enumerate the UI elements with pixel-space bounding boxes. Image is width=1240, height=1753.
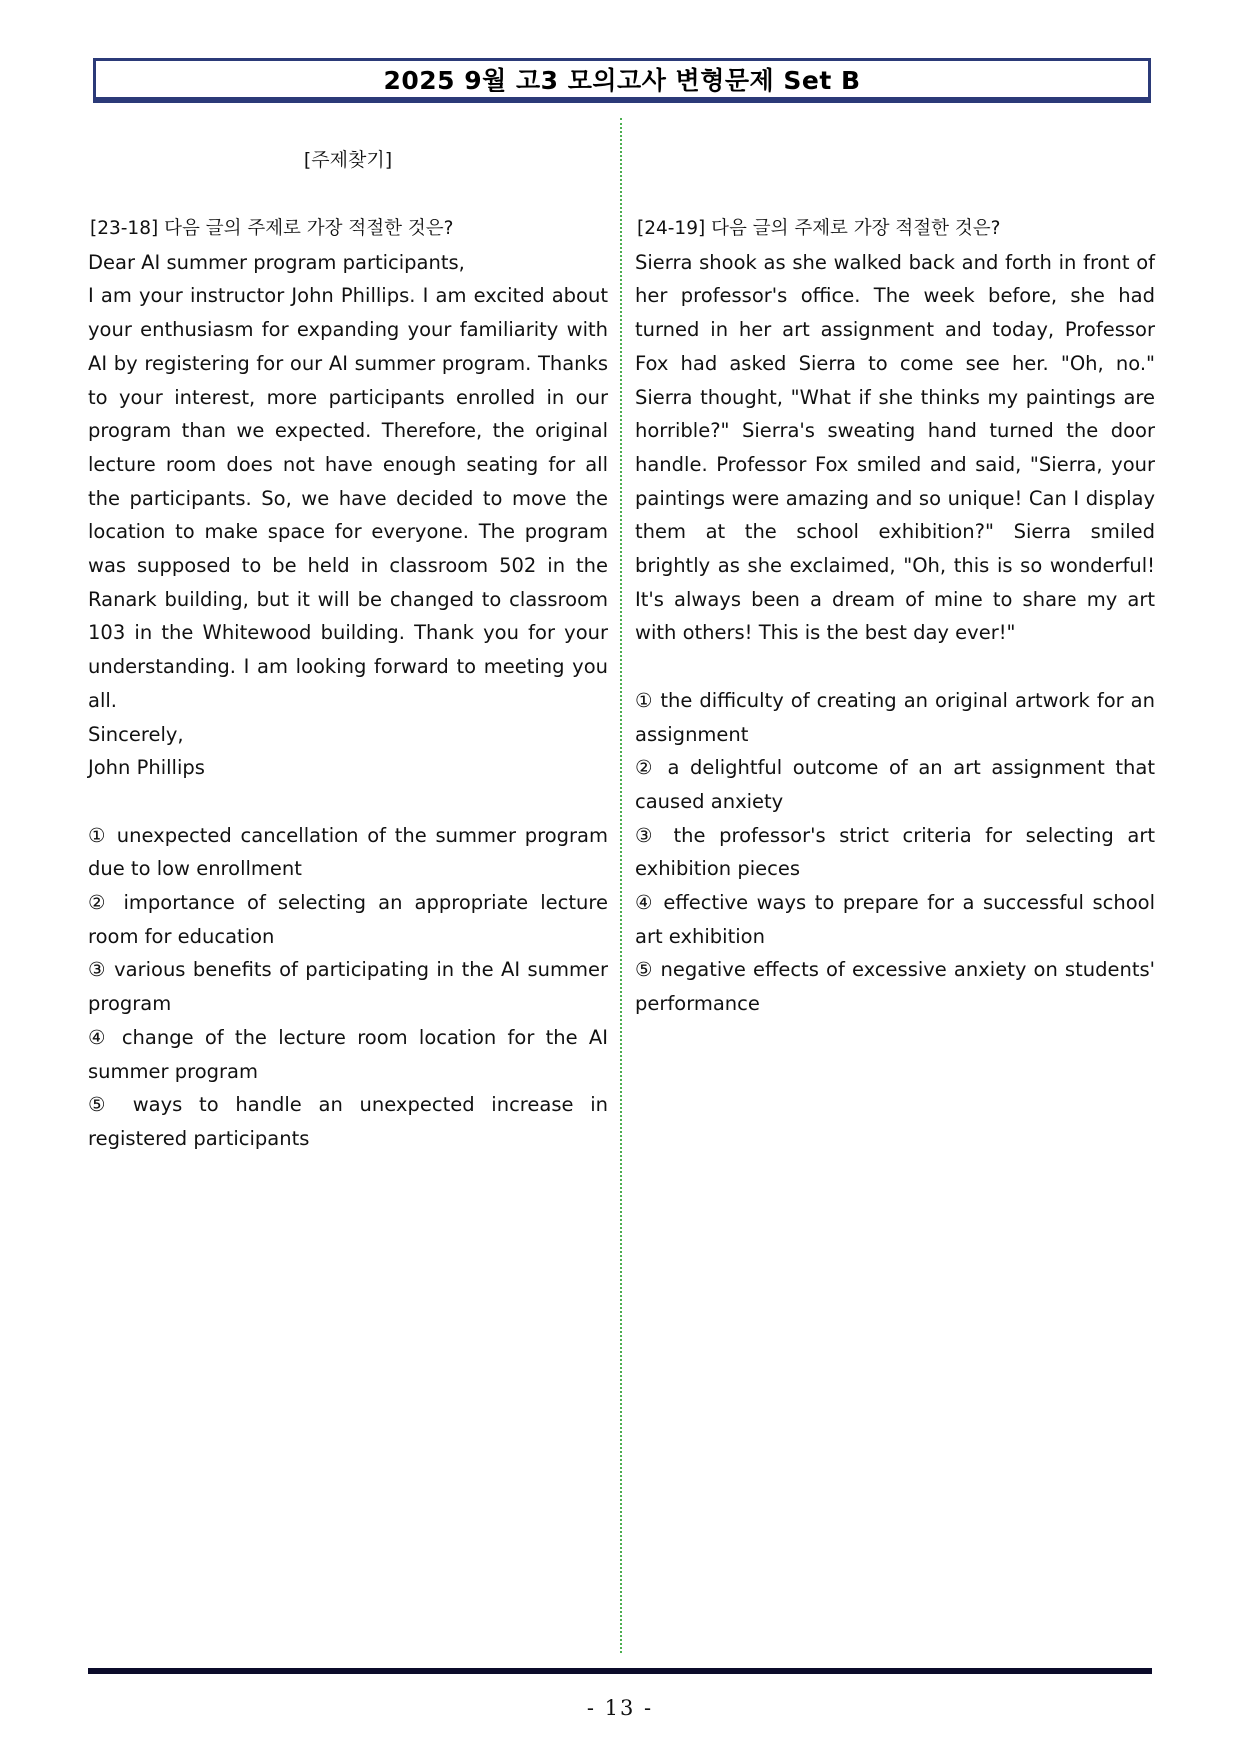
spacer: [88, 785, 608, 819]
answer-option-5: ⑤ ways to handle an unexpected increase in registered participants: [88, 1093, 608, 1150]
answer-option-2: ② importance of selecting an appropriate lecture room for education: [88, 891, 608, 948]
answer-option-4: ④ change of the lecture room location for the AI summer program: [88, 1025, 608, 1083]
column-divider: [620, 118, 622, 1653]
answer-option-1: ① unexpected cancellation of the summer program due to low enrollment: [88, 823, 608, 881]
answer-option-3: ③ various benefits of participating in the AI summer program: [88, 958, 608, 1016]
question-prompt: [23-18] 다음 글의 주제로 가장 적절한 것은?: [90, 218, 454, 239]
answer-option-3: ③ the professor's strict criteria for selecting art exhibition pieces: [635, 823, 1155, 881]
page-number: - 13 -: [586, 1696, 654, 1720]
passage-body: I am your instructor John Phillips. I am excited about your enthusiasm for expanding your familiarity with AI by registering for our AI summer program. Thanks to your interest, more participants enrolled in our program than we expected. Therefore, the original lecture room does not have enough seating for all the participants. So, we have decided to move the location to make space for everyone. The program was supposed to be held in classroom 502 in the Ranark building, but it will be changed to classroom 103 in the Whitewood building. Thank you for your understanding. I am looking forward to meeting you all.: [88, 284, 608, 712]
letter-greeting: Dear AI summer program participants,: [88, 250, 465, 274]
section-tag: [주제찾기]: [303, 149, 393, 171]
spacer: [635, 650, 1155, 684]
answer-option-2: ② a delightful outcome of an art assignment that caused anxiety: [635, 756, 1155, 813]
answer-option-4: ④ effective ways to prepare for a successful school art exhibition: [635, 891, 1155, 948]
letter-closing: Sincerely,: [88, 722, 184, 746]
page-title: 2025 9월 고3 모의고사 변형문제 Set B: [383, 66, 861, 95]
footer-rule: [88, 1668, 1152, 1674]
letter-signature: John Phillips: [88, 756, 205, 780]
question-23-18: [88, 212, 608, 1156]
page-title-box: [93, 58, 1151, 103]
answer-option-1: ① the difficulty of creating an original artwork for an assignment: [635, 688, 1155, 746]
answer-option-5: ⑤ negative effects of excessive anxiety on students' performance: [635, 958, 1155, 1016]
question-24-19: [635, 212, 1155, 1021]
question-prompt: [24-19] 다음 글의 주제로 가장 적절한 것은?: [637, 218, 1001, 239]
passage-body: Sierra shook as she walked back and forth in front of her professor's office. The week before, she had turned in her art assignment and today, Professor Fox had asked Sierra to come see her. "Oh, no." Sierra thought, "What if she thinks my paintings are horrible?" Sierra's sweating hand turned the door handle. Professor Fox smiled and said, "Sierra, your paintings were amazing and so unique! Can I display them at the school exhibition?" Sierra smiled brightly as she exclaimed, "Oh, this is so wonderful! It's always been a dream of mine to share my art with others! This is the best day ever!": [635, 250, 1155, 645]
